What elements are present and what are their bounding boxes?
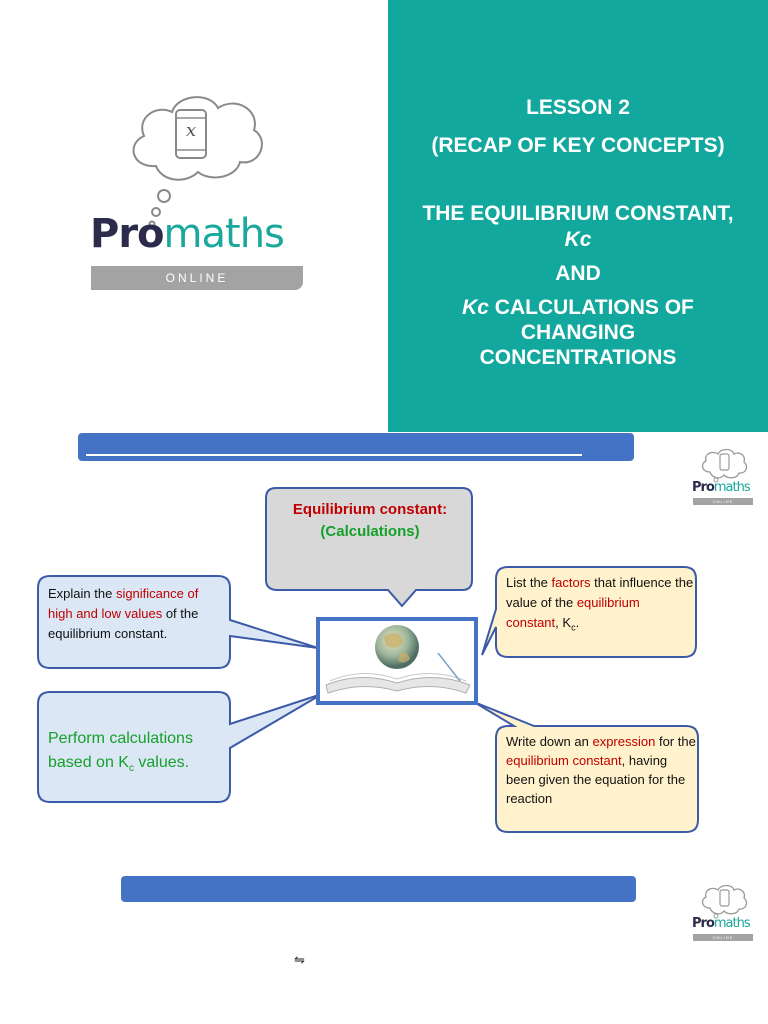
promaths-logo	[88, 88, 308, 298]
kc-italic: Kc	[462, 296, 489, 319]
title-line-8: CONCENTRATIONS	[479, 346, 677, 369]
title-line-6: Kc CALCULATIONS OF	[462, 296, 694, 319]
logo-maths-text: maths	[163, 211, 284, 257]
callout-top-right-text: List the factors that influence the value of the equilibrium constant, $K_c$.	[506, 575, 694, 633]
logo-pro-text: Pro	[90, 211, 164, 257]
callout-bottom-left-text: Perform calculations based on $K_c$ values.	[48, 730, 193, 775]
slide2-header-bar	[78, 433, 634, 461]
title-line-2: (RECAP OF KEY CONCEPTS)	[431, 134, 725, 157]
logo-wordmark	[90, 210, 284, 258]
globe-on-book-icon	[320, 621, 474, 701]
center-callout-text	[270, 499, 470, 543]
title-line-5: AND	[555, 262, 601, 285]
slide3-header-bar	[121, 876, 636, 902]
globe-book-image	[316, 617, 478, 705]
header-underline	[86, 454, 582, 456]
mini-logo-wordmark: Promaths	[692, 480, 750, 495]
title-panel	[388, 0, 768, 432]
thought-cloud-icon	[118, 88, 268, 228]
mini-logo-online: ONLINE	[693, 498, 753, 505]
callout-top-left-text: Explain the significance of high and low values of the equilibrium constant.	[48, 586, 199, 641]
mini-logo-slide2	[690, 446, 756, 515]
title-line-3: THE EQUILIBRIUM CONSTANT,	[422, 202, 734, 225]
callout-bottom-right-text: Write down an expression for the equilibrium constant, having been given the equation for the reaction	[506, 734, 696, 806]
title-line-1: LESSON 2	[526, 96, 630, 119]
mini-logo-wordmark: Promaths	[692, 916, 750, 931]
center-callout-subtitle: (Calculations)	[320, 523, 420, 540]
center-callout-title: Equilibrium constant:	[292, 501, 448, 518]
title-line-4: Kc	[564, 228, 592, 251]
equilibrium-arrow-symbol: ⇋	[294, 952, 305, 967]
logo-online-bar: ONLINE	[91, 266, 303, 290]
phone-symbol: x	[186, 120, 197, 141]
title-line-7: CHANGING	[520, 321, 636, 344]
mini-logo-slide3	[690, 882, 756, 951]
mini-logo-online: ONLINE	[693, 934, 753, 941]
